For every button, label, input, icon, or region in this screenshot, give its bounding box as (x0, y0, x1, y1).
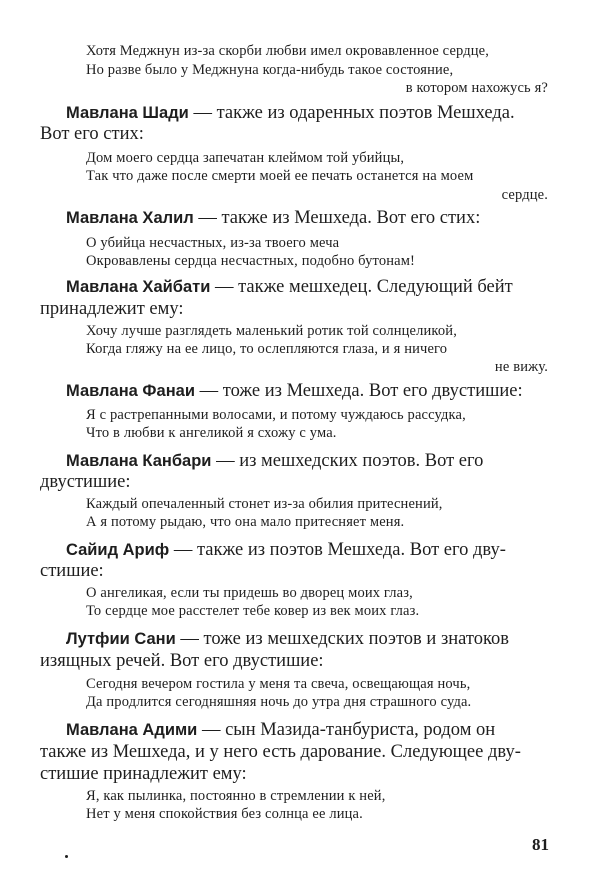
verse-line: Я с растрепанными волосами, и потому чуждаюсь рассудка, (86, 407, 466, 423)
verse-line: сердце. (501, 187, 548, 203)
paragraph-line: изящных речей. Вот его двустишие: (40, 651, 324, 671)
paragraph-line: принадлежит ему: (40, 299, 184, 319)
page-number: 81 (532, 835, 549, 854)
verse-line: Окровавлены сердца несчастных, подобно бутонам! (86, 253, 416, 269)
poet-name: Мавлана Шади (66, 104, 189, 122)
poet-name: Мавлана Хайбати (66, 278, 211, 296)
verse-line: Да продлится сегодняшняя ночь до утра дня страшного суда. (86, 694, 472, 710)
paragraph-line: Мавлана Канбари — из мешхедских поэтов. Вот его (66, 451, 484, 471)
verse-line: в котором нахожусь я? (405, 80, 548, 96)
paragraph-line: также из Мешхеда, и у него есть дарование. Следующее дву- (40, 742, 521, 762)
verse-line: О убийца несчастных, из-за твоего меча (86, 235, 340, 251)
poet-name: Мавлана Халил (66, 209, 194, 227)
poet-name: Мавлана Адими (66, 721, 198, 739)
verse-line: Хотя Меджнун из-за скорби любви имел окровавленное сердце, (86, 43, 490, 59)
paragraph-line: Вот его стих: (40, 124, 144, 144)
paragraph-line: Мавлана Халил — также из Мешхеда. Вот его стих: (66, 208, 481, 228)
print-dot (65, 855, 68, 858)
verse-line: не вижу. (494, 359, 548, 375)
paragraph-line: Лутфии Сани — тоже из мешхедских поэтов и знатоков (66, 629, 510, 649)
paragraph-line: Мавлана Фанаи — тоже из Мешхеда. Вот его двустишие: (66, 381, 523, 401)
paragraph-line: Мавлана Шади — также из одаренных поэтов Мешхеда. (66, 103, 515, 123)
verse-line: А я потому рыдаю, что она мало притесняет меня. (86, 514, 405, 530)
verse-line: Когда гляжу на ее лицо, то ослепляются глаза, и я ничего (86, 341, 448, 357)
paragraph-line: стишие: (40, 561, 104, 581)
verse-line: Я, как пылинка, постоянно в стремлении к ней, (86, 788, 386, 804)
verse-line: Каждый опечаленный стонет из-за обилия притеснений, (86, 496, 443, 512)
paragraph-line: стишие принадлежит ему: (40, 764, 247, 784)
verse-line: Что в любви к ангеликой я схожу с ума. (86, 425, 337, 441)
paragraph-line: Мавлана Хайбати — также мешхедец. Следующий бейт (66, 277, 513, 297)
verse-line: Но разве было у Меджнуна когда-нибудь такое состояние, (86, 62, 454, 78)
verse-line: Так что даже после смерти моей ее печать останется на моем (86, 168, 474, 184)
poet-name: Мавлана Фанаи (66, 382, 195, 400)
verse-line: Сегодня вечером гостила у меня та свеча, освещающая ночь, (86, 676, 471, 692)
poet-name: Мавлана Канбари (66, 452, 212, 470)
verse-line: Нет у меня спокойствия без солнца ее лица. (86, 806, 363, 822)
paragraph-line: двустишие: (40, 472, 131, 492)
poet-name: Лутфии Сани (66, 630, 176, 648)
poet-name: Сайид Ариф (66, 541, 170, 559)
verse-line: О ангеликая, если ты придешь во дворец моих глаз, (86, 585, 413, 601)
verse-line: Дом моего сердца запечатан клеймом той убийцы, (86, 150, 405, 166)
verse-line: Хочу лучше разглядеть маленький ротик той солнцеликой, (86, 323, 457, 339)
paragraph-line: Мавлана Адими — сын Мазида-танбуриста, родом он (66, 720, 496, 740)
verse-line: То сердце мое расстелет тебе ковер из век моих глаз. (86, 603, 420, 619)
paragraph-line: Сайид Ариф — также из поэтов Мешхеда. Вот его дву- (66, 540, 506, 560)
